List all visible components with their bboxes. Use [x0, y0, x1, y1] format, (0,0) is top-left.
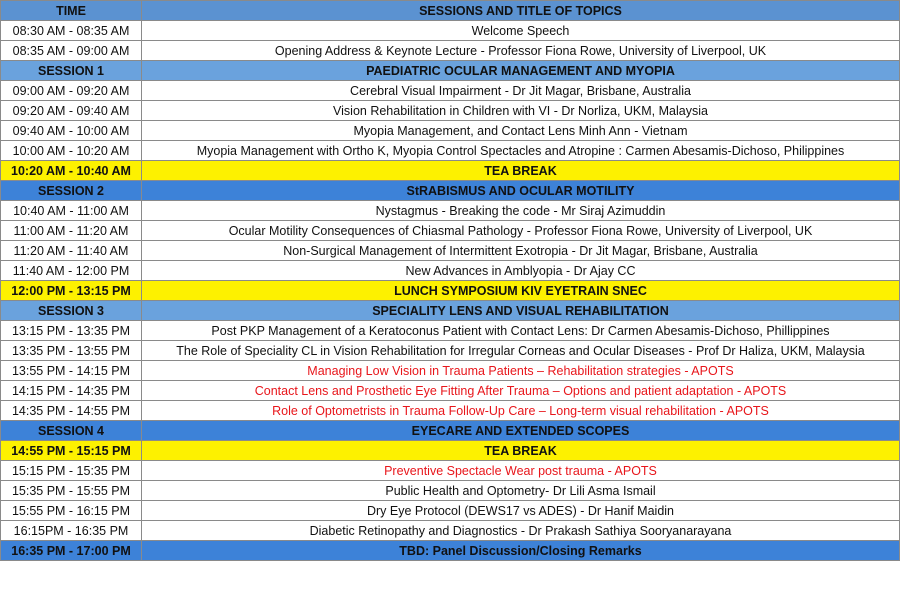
- break-title: LUNCH SYMPOSIUM KIV EYETRAIN SNEC: [142, 281, 900, 301]
- table-header-row: [1, 1, 900, 21]
- time-slot: 14:35 PM - 14:55 PM: [1, 401, 142, 421]
- table-row: [1, 41, 900, 61]
- time-slot: 11:40 AM - 12:00 PM: [1, 261, 142, 281]
- time-slot: 15:15 PM - 15:35 PM: [1, 461, 142, 481]
- session-label: SESSION 4: [1, 421, 142, 441]
- table-row: [1, 401, 900, 421]
- session-header-row: [1, 61, 900, 81]
- table-row: [1, 501, 900, 521]
- session-header-row: [1, 181, 900, 201]
- time-slot: 09:20 AM - 09:40 AM: [1, 101, 142, 121]
- topic-title: Nystagmus - Breaking the code - Mr Siraj Azimuddin: [142, 201, 900, 221]
- topic-title: Contact Lens and Prosthetic Eye Fitting After Trauma – Options and patient adaptation - APOTS: [142, 381, 900, 401]
- session-label: SESSION 3: [1, 301, 142, 321]
- closing-title: TBD: Panel Discussion/Closing Remarks: [142, 541, 900, 561]
- break-row: [1, 161, 900, 181]
- session-header-row: [1, 301, 900, 321]
- table-row: [1, 321, 900, 341]
- table-row: [1, 241, 900, 261]
- topic-title: Myopia Management, and Contact Lens Minh Ann - Vietnam: [142, 121, 900, 141]
- topic-title: New Advances in Amblyopia - Dr Ajay CC: [142, 261, 900, 281]
- session-title: EYECARE AND EXTENDED SCOPES: [142, 421, 900, 441]
- topic-title: Myopia Management with Ortho K, Myopia Control Spectacles and Atropine : Carmen Abesamis-Dichoso, Philippines: [142, 141, 900, 161]
- session-title: SPECIALITY LENS AND VISUAL REHABILITATION: [142, 301, 900, 321]
- table-row: [1, 341, 900, 361]
- break-title: TEA BREAK: [142, 441, 900, 461]
- time-slot: 09:00 AM - 09:20 AM: [1, 81, 142, 101]
- topic-title: Vision Rehabilitation in Children with VI - Dr Norliza, UKM, Malaysia: [142, 101, 900, 121]
- table-row: [1, 141, 900, 161]
- time-slot: 13:35 PM - 13:55 PM: [1, 341, 142, 361]
- session-label: SESSION 1: [1, 61, 142, 81]
- table-row: [1, 121, 900, 141]
- table-row: [1, 361, 900, 381]
- topic-title: Role of Optometrists in Trauma Follow-Up Care – Long-term visual rehabilitation - APOTS: [142, 401, 900, 421]
- topic-title: Managing Low Vision in Trauma Patients – Rehabilitation strategies - APOTS: [142, 361, 900, 381]
- time-slot: 16:15PM - 16:35 PM: [1, 521, 142, 541]
- session-title: PAEDIATRIC OCULAR MANAGEMENT AND MYOPIA: [142, 61, 900, 81]
- table-row: [1, 381, 900, 401]
- topic-title: Preventive Spectacle Wear post trauma - APOTS: [142, 461, 900, 481]
- time-column-header: TIME: [1, 1, 142, 21]
- table-row: [1, 101, 900, 121]
- table-row: [1, 521, 900, 541]
- topic-title: Diabetic Retinopathy and Diagnostics - Dr Prakash Sathiya Sooryanarayana: [142, 521, 900, 541]
- break-title: TEA BREAK: [142, 161, 900, 181]
- topic-title: Non-Surgical Management of Intermittent Exotropia - Dr Jit Magar, Brisbane, Australia: [142, 241, 900, 261]
- time-slot: 10:00 AM - 10:20 AM: [1, 141, 142, 161]
- break-row: [1, 441, 900, 461]
- topic-title: Cerebral Visual Impairment - Dr Jit Magar, Brisbane, Australia: [142, 81, 900, 101]
- time-slot: 10:40 AM - 11:00 AM: [1, 201, 142, 221]
- time-slot: 15:35 PM - 15:55 PM: [1, 481, 142, 501]
- session-label: SESSION 2: [1, 181, 142, 201]
- time-slot: 10:20 AM - 10:40 AM: [1, 161, 142, 181]
- time-slot: 13:55 PM - 14:15 PM: [1, 361, 142, 381]
- time-slot: 13:15 PM - 13:35 PM: [1, 321, 142, 341]
- session-title: StRABISMUS AND OCULAR MOTILITY: [142, 181, 900, 201]
- time-slot: 15:55 PM - 16:15 PM: [1, 501, 142, 521]
- table-row: [1, 21, 900, 41]
- sessions-column-header: SESSIONS AND TITLE OF TOPICS: [142, 1, 900, 21]
- table-row: [1, 481, 900, 501]
- topic-title: The Role of Speciality CL in Vision Rehabilitation for Irregular Corneas and Ocular Diseases - Prof Dr Haliza, UKM, Malaysia: [142, 341, 900, 361]
- table-row: [1, 81, 900, 101]
- table-row: [1, 221, 900, 241]
- time-slot: 14:55 PM - 15:15 PM: [1, 441, 142, 461]
- session-header-row: [1, 421, 900, 441]
- topic-title: Public Health and Optometry- Dr Lili Asma Ismail: [142, 481, 900, 501]
- time-slot: 16:35 PM - 17:00 PM: [1, 541, 142, 561]
- topic-title: Ocular Motility Consequences of Chiasmal Pathology - Professor Fiona Rowe, University of Liverpool, UK: [142, 221, 900, 241]
- time-slot: 11:00 AM - 11:20 AM: [1, 221, 142, 241]
- table-row: [1, 261, 900, 281]
- time-slot: 14:15 PM - 14:35 PM: [1, 381, 142, 401]
- time-slot: 12:00 PM - 13:15 PM: [1, 281, 142, 301]
- break-row: [1, 281, 900, 301]
- topic-title: Welcome Speech: [142, 21, 900, 41]
- topic-title: Opening Address & Keynote Lecture - Professor Fiona Rowe, University of Liverpool, UK: [142, 41, 900, 61]
- table-row: [1, 461, 900, 481]
- closing-row: [1, 541, 900, 561]
- topic-title: Dry Eye Protocol (DEWS17 vs ADES) - Dr Hanif Maidin: [142, 501, 900, 521]
- time-slot: 08:35 AM - 09:00 AM: [1, 41, 142, 61]
- time-slot: 11:20 AM - 11:40 AM: [1, 241, 142, 261]
- table-row: [1, 201, 900, 221]
- time-slot: 09:40 AM - 10:00 AM: [1, 121, 142, 141]
- time-slot: 08:30 AM - 08:35 AM: [1, 21, 142, 41]
- topic-title: Post PKP Management of a Keratoconus Patient with Contact Lens: Dr Carmen Abesamis-Dichoso, Phillippines: [142, 321, 900, 341]
